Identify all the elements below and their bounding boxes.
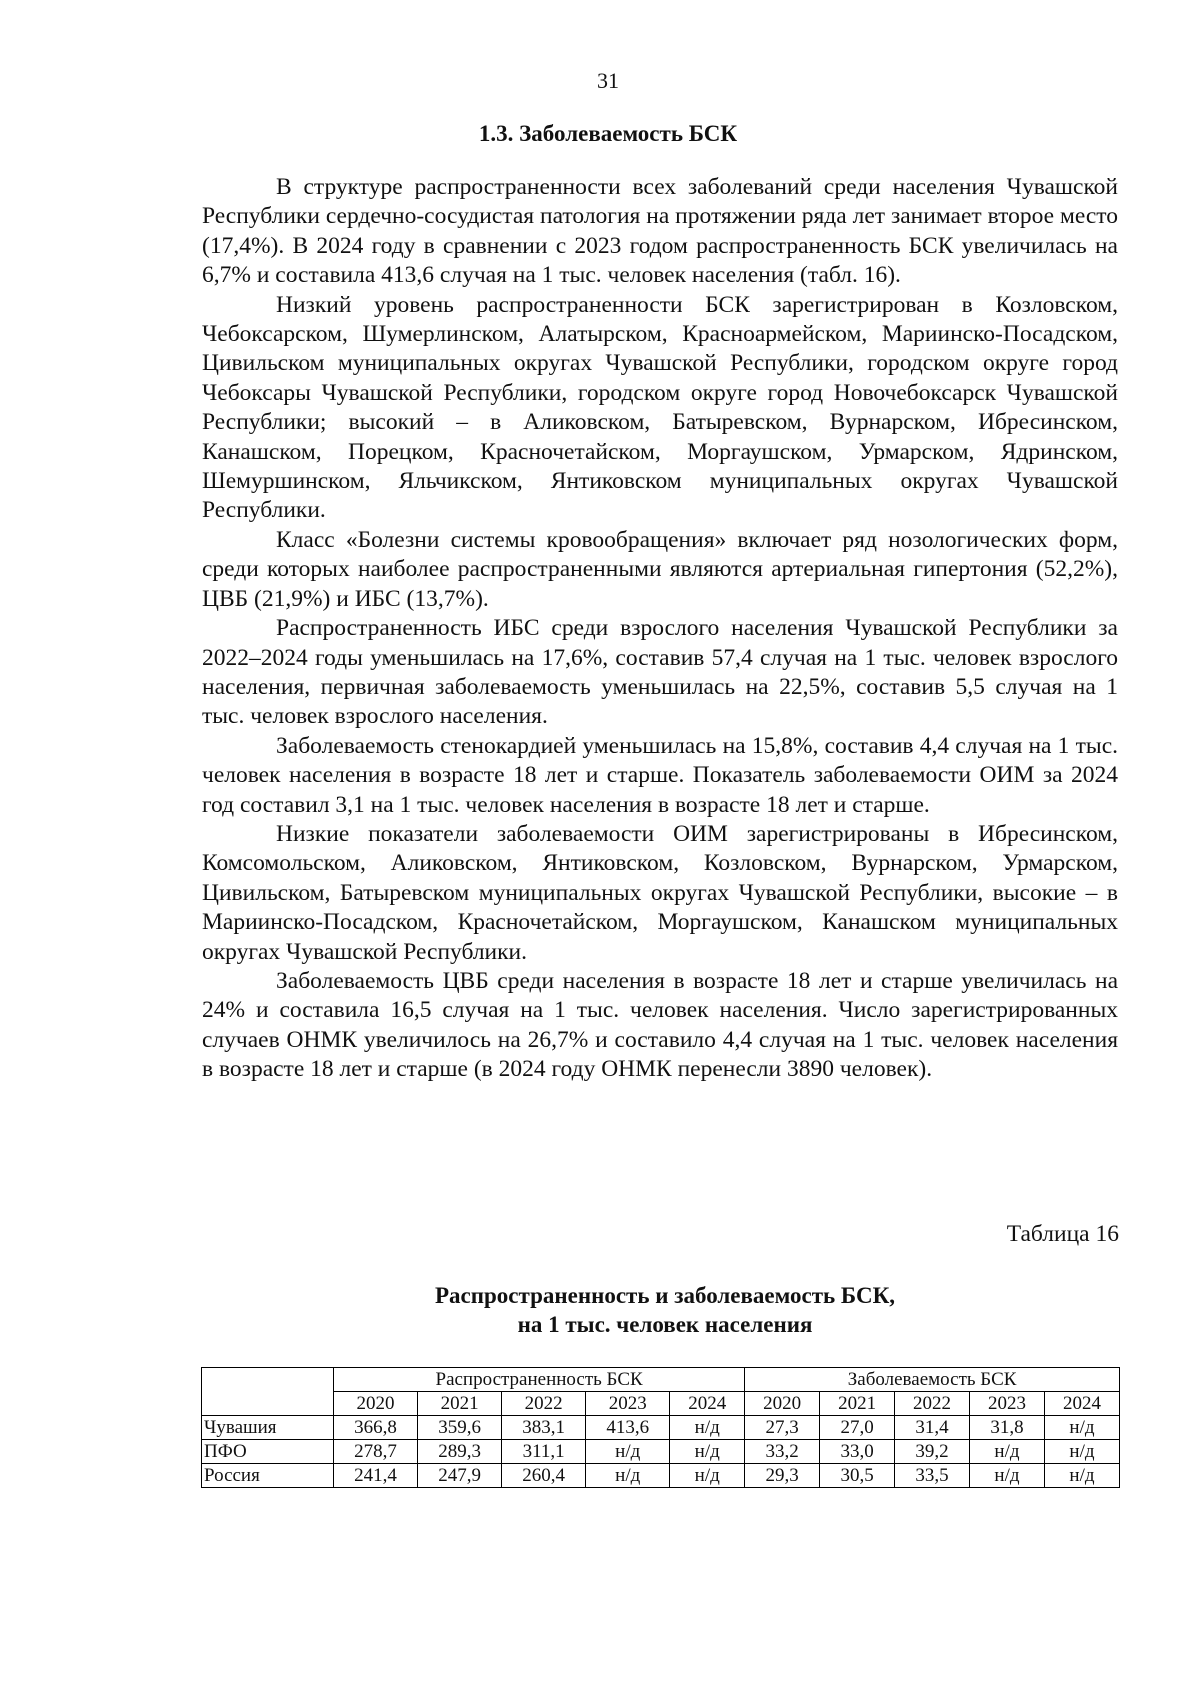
prevalence-cell: 366,8 bbox=[334, 1416, 418, 1440]
incidence-cell: 31,8 bbox=[970, 1416, 1045, 1440]
body-text bbox=[202, 173, 1118, 1085]
prevalence-cell: н/д bbox=[670, 1416, 745, 1440]
paragraph: Класс «Болезни системы кровообращения» включает ряд нозологических форм, среди которых наиболее распространенными являются артериальная гипертония (52,2%), ЦВБ (21,9%) и ИБС (13,7%). bbox=[202, 526, 1118, 612]
incidence-cell: 33,5 bbox=[895, 1464, 970, 1488]
paragraph: Заболеваемость ЦВБ среди населения в возрасте 18 лет и старше увеличилась на 24% и составила 16,5 случая на 1 тыс. человек населения. Число зарегистрированных случаев ОНМК увеличилось на 26,7% и составило 4,4 случая на 1 тыс. человек населения в возрасте 18 лет и старше (в 2024 году ОНМК перенесли 3890 человек). bbox=[202, 967, 1118, 1083]
incidence-cell: 39,2 bbox=[895, 1440, 970, 1464]
table-title-line: Распространенность и заболеваемость БСК, bbox=[434, 1283, 895, 1308]
prevalence-cell: 289,3 bbox=[418, 1440, 502, 1464]
incidence-cell: 30,5 bbox=[820, 1464, 895, 1488]
paragraph: Распространенность ИБС среди взрослого населения Чувашской Республики за 2022–2024 годы уменьшилась на 17,6%, составив 57,4 случая на 1 тыс. человек взрослого населения, первичная заболеваемость уменьшилась на 22,5%, составив 5,5 случая на 1 тыс. человек взрослого населения. bbox=[202, 615, 1118, 730]
incidence-cell: н/д bbox=[970, 1464, 1045, 1488]
incidence-group-header: Заболеваемость БСК bbox=[745, 1368, 1120, 1392]
prevalence-cell: н/д bbox=[670, 1440, 745, 1464]
year-header: 2023 bbox=[586, 1392, 670, 1416]
prevalence-group-header: Распространенность БСК bbox=[334, 1368, 745, 1392]
prevalence-cell: н/д bbox=[670, 1464, 745, 1488]
year-header: 2022 bbox=[895, 1392, 970, 1416]
prevalence-cell: 359,6 bbox=[418, 1416, 502, 1440]
prevalence-cell: 413,6 bbox=[586, 1416, 670, 1440]
table-title bbox=[0, 1281, 1200, 1339]
table-row bbox=[202, 1416, 1120, 1440]
prevalence-cell: 247,9 bbox=[418, 1464, 502, 1488]
incidence-cell: 31,4 bbox=[895, 1416, 970, 1440]
table-year-row bbox=[202, 1392, 1120, 1416]
prevalence-cell: 260,4 bbox=[502, 1464, 586, 1488]
section-title: 1.3. Заболеваемость БСК bbox=[478, 121, 738, 146]
year-header: 2022 bbox=[502, 1392, 586, 1416]
incidence-cell: 33,2 bbox=[745, 1440, 820, 1464]
incidence-cell: 29,3 bbox=[745, 1464, 820, 1488]
table-row bbox=[202, 1464, 1120, 1488]
prevalence-cell: 241,4 bbox=[334, 1464, 418, 1488]
region-cell: Чувашия bbox=[202, 1416, 334, 1440]
incidence-cell: 27,3 bbox=[745, 1416, 820, 1440]
year-header: 2023 bbox=[970, 1392, 1045, 1416]
prevalence-cell: 383,1 bbox=[502, 1416, 586, 1440]
year-header: 2024 bbox=[670, 1392, 745, 1416]
incidence-cell: н/д bbox=[1044, 1416, 1119, 1440]
incidence-cell: н/д bbox=[970, 1440, 1045, 1464]
paragraph: Низкие показатели заболеваемости ОИМ зарегистрированы в Ибресинском, Комсомольском, Аликовском, Янтиковском, Козловском, Вурнарском, Урмарском, Цивильском, Батыревском муниципальных округах Чувашской Республики, высокие – в Мариинско-Посадском, Красночетайском, Моргаушском, Канашском муниципальных округах Чувашской Республики. bbox=[202, 820, 1118, 965]
year-header: 2020 bbox=[745, 1392, 820, 1416]
year-header: 2021 bbox=[418, 1392, 502, 1416]
region-cell: ПФО bbox=[202, 1440, 334, 1464]
page-number: 31 bbox=[597, 68, 619, 93]
prevalence-cell: 311,1 bbox=[502, 1440, 586, 1464]
incidence-cell: 33,0 bbox=[820, 1440, 895, 1464]
region-cell: Россия bbox=[202, 1464, 334, 1488]
prevalence-cell: 278,7 bbox=[334, 1440, 418, 1464]
paragraph: В структуре распространенности всех заболеваний среди населения Чувашской Республики сердечно-сосудистая патология на протяжении ряда лет занимает второе место (17,4%). В 2024 году в сравнении с 2023 годом распространенность БСК увеличилась на 6,7% и составила 413,6 случая на 1 тыс. человек населения (табл. 16). bbox=[202, 174, 1118, 289]
prevalence-cell: н/д bbox=[586, 1440, 670, 1464]
incidence-cell: 27,0 bbox=[820, 1416, 895, 1440]
paragraph: Низкий уровень распространенности БСК зарегистрирован в Козловском, Чебоксарском, Шумерлинском, Алатырском, Красноармейском, Мариинско-Посадском, Цивильском муниципальных округах Чувашской Республики, городском округе город Чебоксары Чувашской Республики, городском округе город Новочебоксарск Чувашской Республики; высокий – в Аликовском, Батыревском, Вурнарском, Ибресинском, Канашском, Порецком, Красночетайском, Моргаушском, Урмарском, Ядринском, Шемуршинском, Яльчикском, Янтиковском муниципальных округах Чувашской Республики. bbox=[202, 291, 1118, 524]
table-title-line: на 1 тыс. человек населения bbox=[517, 1312, 813, 1337]
paragraph: Заболеваемость стенокардией уменьшилась на 15,8%, составив 4,4 случая на 1 тыс. человек населения в возрасте 18 лет и старше. Показатель заболеваемости ОИМ за 2024 год составил 3,1 на 1 тыс. человек населения в возрасте 18 лет и старше. bbox=[202, 732, 1118, 818]
region-header-cell bbox=[202, 1368, 334, 1416]
table-header-row bbox=[202, 1368, 1120, 1392]
table-row bbox=[202, 1440, 1120, 1464]
prevalence-cell: н/д bbox=[586, 1464, 670, 1488]
data-table bbox=[201, 1367, 1120, 1488]
year-header: 2021 bbox=[820, 1392, 895, 1416]
table-caption: Таблица 16 bbox=[1006, 1221, 1119, 1247]
year-header: 2024 bbox=[1044, 1392, 1119, 1416]
incidence-cell: н/д bbox=[1044, 1464, 1119, 1488]
year-header: 2020 bbox=[334, 1392, 418, 1416]
incidence-cell: н/д bbox=[1044, 1440, 1119, 1464]
